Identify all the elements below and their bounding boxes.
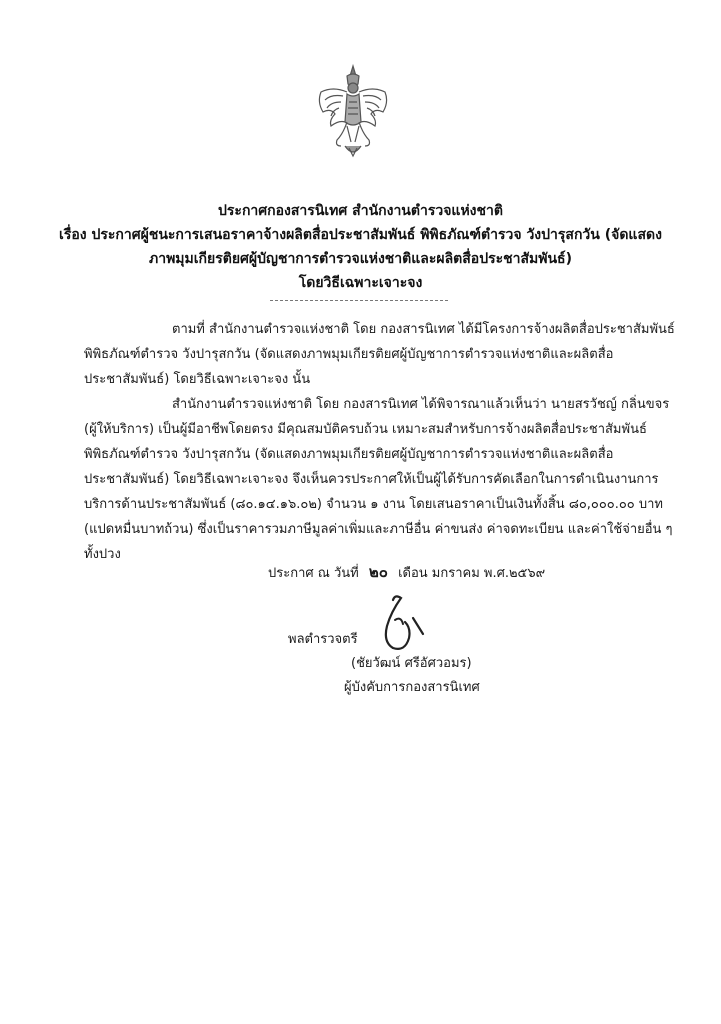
garuda-emblem-icon	[313, 62, 393, 162]
body-line: สำนักงานตำรวจแห่งชาติ โดย กองสารนิเทศ ได้พิจารณาแล้วเห็นว่า นายสรวัชญ์ กลิ่นขจร	[172, 397, 670, 412]
body-line: พิพิธภัณฑ์ตำรวจ วังปารุสกวัน (จัดแสดงภาพมุมเกียรติยศผู้บัญชาการตำรวจแห่งชาติและผลิตสื่อ	[84, 347, 614, 362]
signatory-rank: พลตำรวจตรี	[288, 632, 358, 647]
header-line-3: ภาพมุมเกียรติยศผู้บัญชาการตำรวจแห่งชาติและผลิตสื่อประชาสัมพันธ์)	[148, 251, 572, 267]
announcement-day: ๒๐	[368, 563, 388, 581]
body-line: พิพิธภัณฑ์ตำรวจ วังปารุสกวัน (จัดแสดงภาพมุมเกียรติยศผู้บัญชาการตำรวจแห่งชาติและผลิตสื่อ	[84, 447, 614, 462]
header-line-2: เรื่อง ประกาศผู้ชนะการเสนอราคาจ้างผลิตสื่อประชาสัมพันธ์ พิพิธภัณฑ์ตำรวจ วังปารุสกวัน (จัดแสดง	[59, 227, 662, 243]
body-line: ทั้งปวง	[84, 547, 121, 562]
signatory-position: ผู้บังคับการกองสารนิเทศ	[344, 680, 480, 695]
signatory-name: (ชัยวัฒน์ ศรีอัศวอมร)	[351, 656, 472, 671]
title-divider	[270, 300, 448, 301]
announcement-date	[268, 560, 545, 584]
body-line: (ผู้ให้บริการ) เป็นผู้มีอาชีพโดยตรง มีคุณสมบัติครบถ้วน เหมาะสมสำหรับการจ้างผลิตสื่อประชาสัมพันธ์	[84, 422, 647, 437]
announcement-suffix: เดือน มกราคม พ.ศ.๒๕๖๙	[398, 566, 546, 581]
body-line: ประชาสัมพันธ์) โดยวิธีเฉพาะเจาะจง นั้น	[84, 372, 311, 387]
header-line-4: โดยวิธีเฉพาะเจาะจง	[298, 275, 423, 291]
announcement-prefix: ประกาศ ณ วันที่	[268, 566, 359, 581]
body-line: บริการด้านประชาสัมพันธ์ (๘๐.๑๔.๑๖.๐๒) จำนวน ๑ งาน โดยเสนอราคาเป็นเงินทั้งสิ้น ๘๐,๐๐๐.๐๐ บาท	[84, 497, 663, 512]
body-line: (แปดหมื่นบาทถ้วน) ซึ่งเป็นราคารวมภาษีมูลค่าเพิ่มและภาษีอื่น ค่าขนส่ง ค่าจดทะเบียน และค่าใช้จ่ายอื่น ๆ	[84, 522, 673, 537]
header-line-1: ประกาศกองสารนิเทศ สำนักงานตำรวจแห่งชาติ	[218, 203, 503, 219]
body-line: ตามที่ สำนักงานตำรวจแห่งชาติ โดย กองสารนิเทศ ได้มีโครงการจ้างผลิตสื่อประชาสัมพันธ์	[172, 322, 675, 337]
body-line: ประชาสัมพันธ์) โดยวิธีเฉพาะเจาะจง จึงเห็นควรประกาศให้เป็นผู้ได้รับการคัดเลือกในการดำเนินงานการ	[84, 472, 659, 487]
